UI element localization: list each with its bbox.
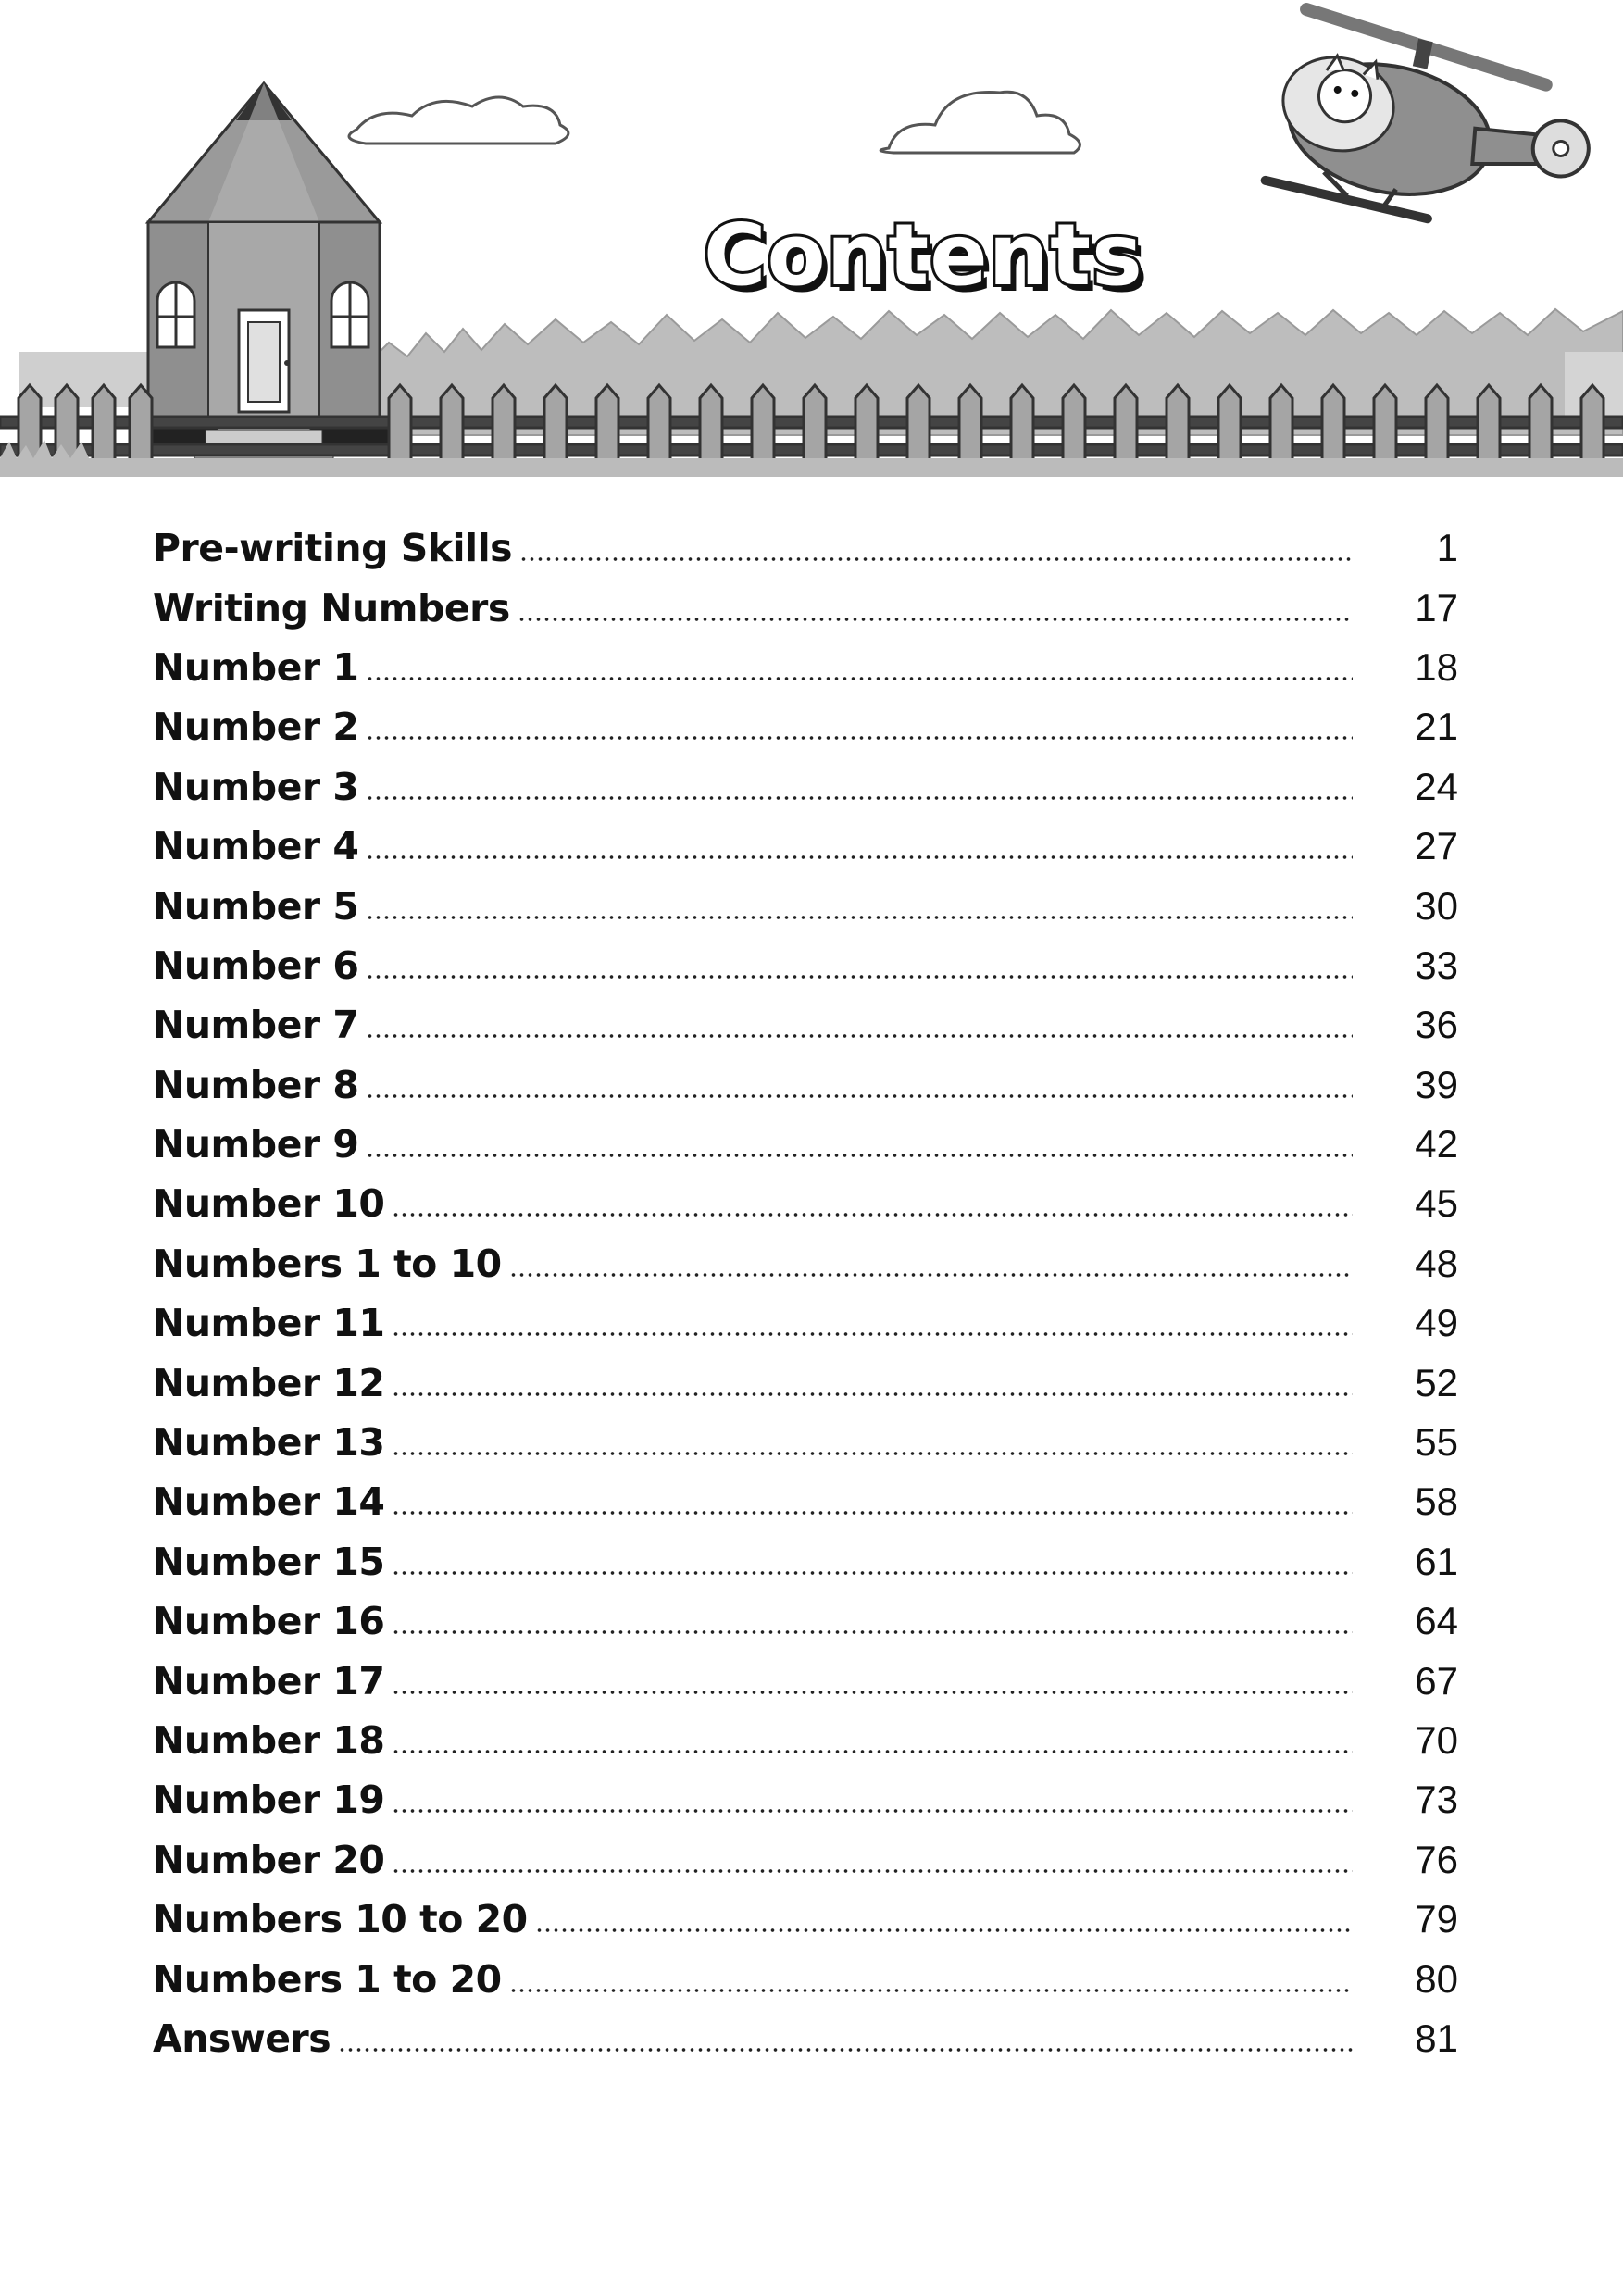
toc-entry-page-number: 42 — [1415, 1122, 1458, 1167]
cloud-icon — [349, 97, 568, 144]
toc-entry-page-number: 76 — [1415, 1837, 1458, 1881]
dot-leader — [392, 1212, 1353, 1217]
toc-entry-page-number: 21 — [1415, 705, 1458, 749]
toc-entry[interactable] — [153, 638, 1458, 697]
toc-entry-title: Number 1 — [153, 645, 366, 690]
toc-entry-page-number: 30 — [1415, 883, 1458, 928]
toc-entry-page-number: 61 — [1415, 1539, 1458, 1583]
fence-picket — [700, 385, 722, 463]
toc-entry[interactable] — [153, 1353, 1458, 1412]
toc-entry-title: Number 19 — [153, 1778, 392, 1822]
fence-picket — [544, 385, 567, 463]
cloud-icon — [880, 92, 1080, 153]
toc-entry[interactable] — [153, 995, 1458, 1054]
dot-leader — [392, 1749, 1353, 1754]
toc-entry[interactable] — [153, 757, 1458, 817]
toc-entry-title: Number 5 — [153, 884, 366, 929]
toc-entry-page-number: 1 — [1436, 526, 1458, 570]
toc-entry-title: Number 4 — [153, 824, 366, 868]
toc-entry-page-number: 55 — [1415, 1420, 1458, 1465]
dot-leader — [366, 795, 1353, 801]
fence-picket — [1322, 385, 1344, 463]
toc-entry-title: Number 2 — [153, 705, 366, 749]
toc-entry[interactable] — [153, 1890, 1458, 1949]
fence-picket — [441, 385, 463, 463]
toc-entry[interactable] — [153, 936, 1458, 995]
dot-leader — [519, 556, 1353, 562]
toc-entry-title: Number 11 — [153, 1301, 392, 1345]
toc-entry[interactable] — [153, 817, 1458, 876]
dot-leader — [338, 2047, 1353, 2053]
dot-leader — [509, 1272, 1353, 1278]
toc-entry-title: Answers — [153, 2016, 338, 2061]
toc-entry-title: Number 7 — [153, 1003, 366, 1047]
dot-leader — [366, 915, 1353, 920]
fence-picket — [1218, 385, 1241, 463]
dot-leader — [509, 1988, 1353, 1993]
toc-entry-page-number: 33 — [1415, 942, 1458, 987]
toc-entry[interactable] — [153, 1830, 1458, 1890]
toc-entry-title: Number 12 — [153, 1361, 392, 1405]
dot-leader — [366, 855, 1353, 860]
fence-picket — [1374, 385, 1396, 463]
dot-leader — [392, 1391, 1353, 1397]
dot-leader — [535, 1928, 1353, 1933]
fence-picket — [596, 385, 618, 463]
toc-entry[interactable] — [153, 578, 1458, 637]
toc-entry[interactable] — [153, 2009, 1458, 2068]
fence-picket — [1529, 385, 1552, 463]
toc-entry-title: Numbers 1 to 10 — [153, 1242, 509, 1286]
toc-entry-page-number: 64 — [1415, 1599, 1458, 1643]
toc-entry-page-number: 58 — [1415, 1479, 1458, 1524]
toc-entry-title: Number 8 — [153, 1063, 366, 1107]
dot-leader — [392, 1451, 1353, 1456]
toc-entry[interactable] — [153, 697, 1458, 756]
toc-entry[interactable] — [153, 518, 1458, 578]
toc-entry[interactable] — [153, 1293, 1458, 1353]
dot-leader — [366, 1153, 1353, 1158]
toc-entry-title: Number 6 — [153, 943, 366, 988]
dot-leader — [366, 974, 1353, 980]
toc-entry-page-number: 39 — [1415, 1062, 1458, 1106]
toc-entry-page-number: 81 — [1415, 2015, 1458, 2060]
toc-entry-title: Number 18 — [153, 1718, 392, 1763]
fence-picket — [93, 385, 115, 463]
dot-leader — [392, 1808, 1353, 1814]
toc-entry-title: Number 13 — [153, 1420, 392, 1465]
fence-picket — [1167, 385, 1189, 463]
toc-entry-title: Number 14 — [153, 1479, 392, 1524]
fence-picket — [1478, 385, 1500, 463]
toc-entry-title: Number 3 — [153, 765, 366, 809]
toc-entry[interactable] — [153, 1055, 1458, 1115]
fence-picket — [752, 385, 774, 463]
toc-entry-page-number: 52 — [1415, 1360, 1458, 1404]
toc-entry[interactable] — [153, 1591, 1458, 1651]
toc-entry[interactable] — [153, 1115, 1458, 1174]
fence-picket — [389, 385, 411, 463]
toc-entry-title: Number 17 — [153, 1659, 392, 1703]
toc-entry[interactable] — [153, 1532, 1458, 1591]
fence-picket — [648, 385, 670, 463]
table-of-contents — [153, 518, 1458, 2068]
toc-entry-page-number: 79 — [1415, 1897, 1458, 1941]
toc-entry-page-number: 17 — [1415, 585, 1458, 630]
toc-entry-title: Pre-writing Skills — [153, 526, 519, 570]
toc-entry-page-number: 45 — [1415, 1181, 1458, 1226]
dot-leader — [392, 1570, 1353, 1576]
fence-picket — [855, 385, 878, 463]
toc-entry[interactable] — [153, 1234, 1458, 1293]
dot-leader — [392, 1510, 1353, 1516]
toc-entry-page-number: 49 — [1415, 1301, 1458, 1345]
toc-entry-page-number: 48 — [1415, 1241, 1458, 1285]
toc-entry[interactable] — [153, 1711, 1458, 1770]
fence-picket — [907, 385, 930, 463]
toc-entry-page-number: 18 — [1415, 644, 1458, 689]
helicopter-with-cat-icon — [1265, 8, 1605, 248]
toc-entry-title: Numbers 10 to 20 — [153, 1897, 535, 1941]
dot-leader — [392, 1690, 1353, 1695]
page-title: Contents — [704, 206, 1143, 305]
toc-entry-page-number: 27 — [1415, 824, 1458, 868]
toc-entry-page-number: 67 — [1415, 1658, 1458, 1703]
toc-entry-title: Writing Numbers — [153, 586, 518, 630]
dot-leader — [518, 617, 1353, 622]
toc-entry-page-number: 80 — [1415, 1956, 1458, 2001]
toc-entry-page-number: 36 — [1415, 1003, 1458, 1047]
toc-entry[interactable] — [153, 1651, 1458, 1710]
dot-leader — [392, 1629, 1353, 1635]
fence-picket — [1270, 385, 1292, 463]
dot-leader — [392, 1331, 1353, 1337]
dot-leader — [366, 1093, 1353, 1099]
fence-picket — [1581, 385, 1604, 463]
fence-picket — [1115, 385, 1137, 463]
toc-entry[interactable] — [153, 1413, 1458, 1472]
fence-picket — [1063, 385, 1085, 463]
toc-entry-title: Numbers 1 to 20 — [153, 1957, 509, 2002]
toc-entry-page-number: 24 — [1415, 764, 1458, 808]
toc-entry[interactable] — [153, 1770, 1458, 1829]
toc-entry-title: Number 15 — [153, 1540, 392, 1584]
toc-entry-title: Number 9 — [153, 1122, 366, 1167]
toc-entry-page-number: 73 — [1415, 1778, 1458, 1822]
toc-entry[interactable] — [153, 876, 1458, 935]
toc-entry[interactable] — [153, 1949, 1458, 2008]
dot-leader — [366, 676, 1353, 681]
toc-entry-title: Number 10 — [153, 1181, 392, 1226]
fence-picket — [130, 385, 152, 463]
fence-picket — [1011, 385, 1033, 463]
fence-picket — [1426, 385, 1448, 463]
fence-picket — [493, 385, 515, 463]
dot-leader — [392, 1868, 1353, 1874]
toc-entry-page-number: 70 — [1415, 1718, 1458, 1762]
dot-leader — [366, 735, 1353, 741]
toc-entry-title: Number 16 — [153, 1599, 392, 1643]
toc-entry-title: Number 20 — [153, 1838, 392, 1882]
toc-entry[interactable] — [153, 1174, 1458, 1233]
toc-entry[interactable] — [153, 1472, 1458, 1531]
fence-picket — [804, 385, 826, 463]
fence-picket — [959, 385, 981, 463]
dot-leader — [366, 1033, 1353, 1039]
